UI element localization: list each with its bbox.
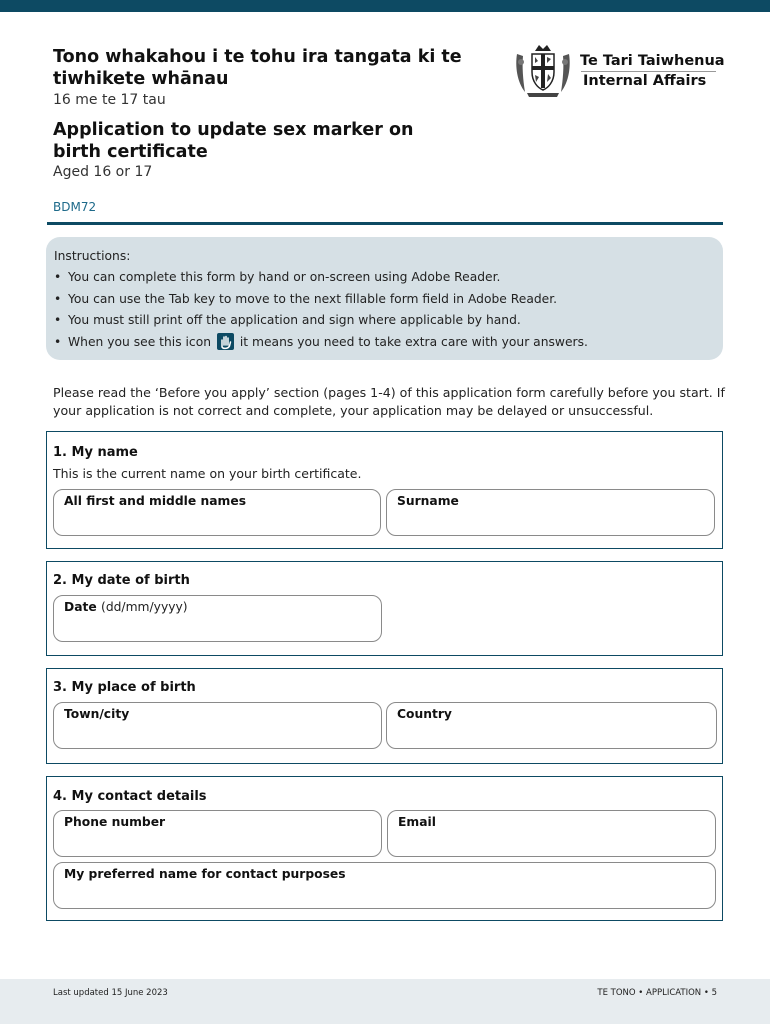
form-subtitle-english: Aged 16 or 17 <box>53 164 153 180</box>
section-title: 3. My place of birth <box>53 680 196 695</box>
logo-text-maori: Te Tari Taiwhenua <box>580 53 725 69</box>
field-label: Surname <box>397 494 459 508</box>
date-format-hint: (dd/mm/yyyy) <box>101 600 188 614</box>
last-updated: Last updated 15 June 2023 <box>53 988 168 998</box>
field-label: Phone number <box>64 815 166 829</box>
date-label: Date <box>64 600 97 614</box>
instruction-item: • You can complete this form by hand or on-screen using Adobe Reader. <box>54 267 588 289</box>
first-middle-names-field[interactable] <box>53 489 381 536</box>
section-note: This is the current name on your birth certificate. <box>53 466 362 481</box>
logo-divider <box>581 71 716 72</box>
form-title-maori: Tono whakahou i te tohu ira tangata ki te tiwhikete whānau <box>53 47 462 89</box>
town-city-field[interactable] <box>53 702 382 749</box>
field-label: Email <box>398 815 436 829</box>
surname-field[interactable] <box>386 489 715 536</box>
field-label: Country <box>397 707 452 721</box>
instruction-item: • You must still print off the application and sign where applicable by hand. <box>54 310 588 332</box>
instructions-list <box>54 267 588 353</box>
form-code: BDM72 <box>53 200 97 214</box>
section-place-of-birth <box>46 668 723 764</box>
instruction-item: • You can use the Tab key to move to the next fillable form field in Adobe Reader. <box>54 289 588 311</box>
preferred-name-field[interactable] <box>53 862 716 909</box>
form-title-english: Application to update sex marker on birth certificate <box>53 120 414 162</box>
instructions-heading: Instructions: <box>54 249 131 263</box>
email-field[interactable] <box>387 810 716 857</box>
section-my-name <box>46 431 723 549</box>
logo-text-english: Internal Affairs <box>583 73 707 89</box>
country-field[interactable] <box>386 702 717 749</box>
hand-stop-icon <box>217 333 234 350</box>
field-label: All first and middle names <box>64 494 247 508</box>
form-subtitle-maori: 16 me te 17 tau <box>53 92 166 108</box>
field-label: Town/city <box>64 707 130 721</box>
section-title: 2. My date of birth <box>53 573 190 588</box>
instructions-panel <box>46 237 723 360</box>
field-label: My preferred name for contact purposes <box>64 867 346 881</box>
department-logo <box>513 42 725 100</box>
section-contact-details <box>46 776 723 921</box>
instruction-icon-text-after: it means you need to take extra care with your answers. <box>239 334 588 349</box>
field-label <box>64 600 188 614</box>
page-reference: TE TONO • APPLICATION • 5 <box>597 988 717 998</box>
top-brand-bar <box>0 0 770 12</box>
section-title: 1. My name <box>53 445 138 460</box>
page-footer <box>0 979 770 1024</box>
date-of-birth-field[interactable] <box>53 595 382 642</box>
instruction-item <box>54 332 588 354</box>
section-title: 4. My contact details <box>53 789 207 804</box>
phone-number-field[interactable] <box>53 810 382 857</box>
intro-paragraph: Please read the ‘Before you apply’ section (pages 1-4) of this application form carefully before you start. If your application is not correct and complete, your application may be delayed or unsuccessful. <box>53 385 725 418</box>
section-date-of-birth <box>46 561 723 656</box>
header-divider <box>47 222 723 225</box>
instruction-icon-text-before: When you see this icon <box>68 334 212 349</box>
coat-of-arms-icon <box>513 42 573 100</box>
